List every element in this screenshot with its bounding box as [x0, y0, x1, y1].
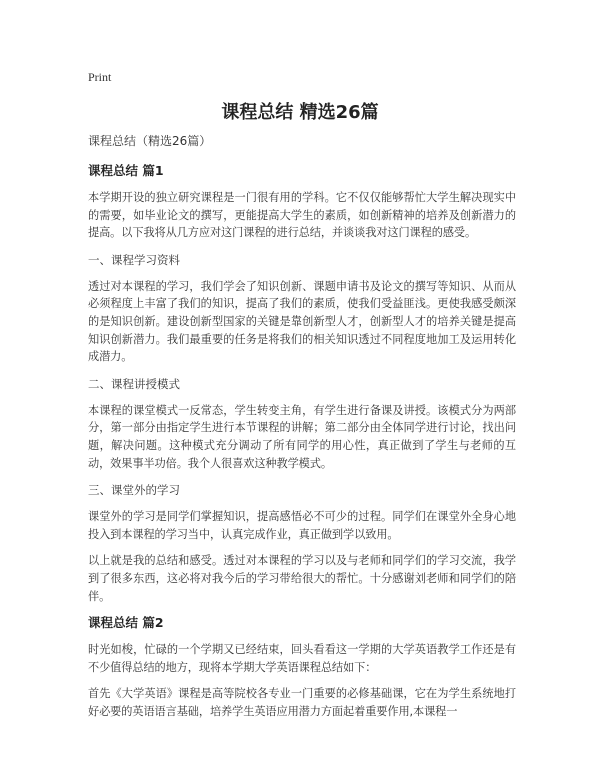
sub-heading: 二、课程讲授模式 [88, 376, 180, 391]
section-heading-1: 课程总结 篇1 [88, 163, 164, 178]
paragraph: 本课程的课堂模式一反常态，学生转变主角，有学生进行备课及讲授。该模式分为两部分，第一部分由指定学生进行本节课程的讲解；第二部分由全体同学进行讨论，找出问题，解决问题。这种模式充分调动了所有同学的用心性，真正做到了学生与老师的互动，效果事半功倍。我个人很喜欢这种教学模式。 [88, 403, 516, 470]
paragraph: 本学期开设的独立研究课程是一门很有用的学科。它不仅仅能够帮忙大学生解决现实中的需要，如毕业论文的撰写，更能提高大学生的素质，如创新精神的培养及创新潜力的提高。以下我将从几方应对这门课程的进行总结，并谈谈我对这门课程的感受。 [88, 191, 516, 240]
sub-heading: 三、课堂外的学习 [88, 483, 180, 498]
paragraph: 时光如梭，忙碌的一个学期又已经结束，回头看看这一学期的大学英语教学工作还是有不少值得总结的地方，现将本学期大学英语课程总结如下： [88, 643, 516, 674]
print-link[interactable]: Print [88, 70, 112, 84]
document-subtitle: 课程总结（精选26篇） [88, 134, 212, 148]
paragraph: 透过对本课程的学习，我们学会了知识创新、课题申请书及论文的撰写等知识、从而从必须程度上丰富了我们的知识，提高了我们的素质，使我们受益匪浅。更使我感受颇深的是知识创新。建设创新型国家的关键是靠创新型人才，创新型人才的培养关键是提高知识创新潜力。我们最重要的任务是将我们的相关知识透过不同程度地加工及运用转化成潜力。 [88, 279, 516, 364]
sub-heading: 一、课程学习资料 [88, 252, 180, 267]
paragraph: 课堂外的学习是同学们掌握知识，提高感悟必不可少的过程。同学们在课堂外全身心地投入到本课程的学习当中，认真完成作业，真正做到学以致用。 [88, 510, 516, 541]
paragraph: 首先《大学英语》课程是高等院校各专业一门重要的必修基础课，它在为学生系统地打好必要的英语语言基础，培养学生英语应用潜力方面起着重要作用,本课程一 [88, 687, 516, 718]
section-heading-2: 课程总结 篇2 [88, 615, 164, 631]
page-title: 课程总结 精选26篇 [221, 102, 379, 123]
paragraph: 以上就是我的总结和感受。透过对本课程的学习以及与老师和同学们的学习交流，我学到了很多东西，这必将对我今后的学习带给很大的帮忙。十分感谢刘老师和同学们的陪伴。 [88, 554, 516, 603]
document-body [88, 132, 516, 729]
